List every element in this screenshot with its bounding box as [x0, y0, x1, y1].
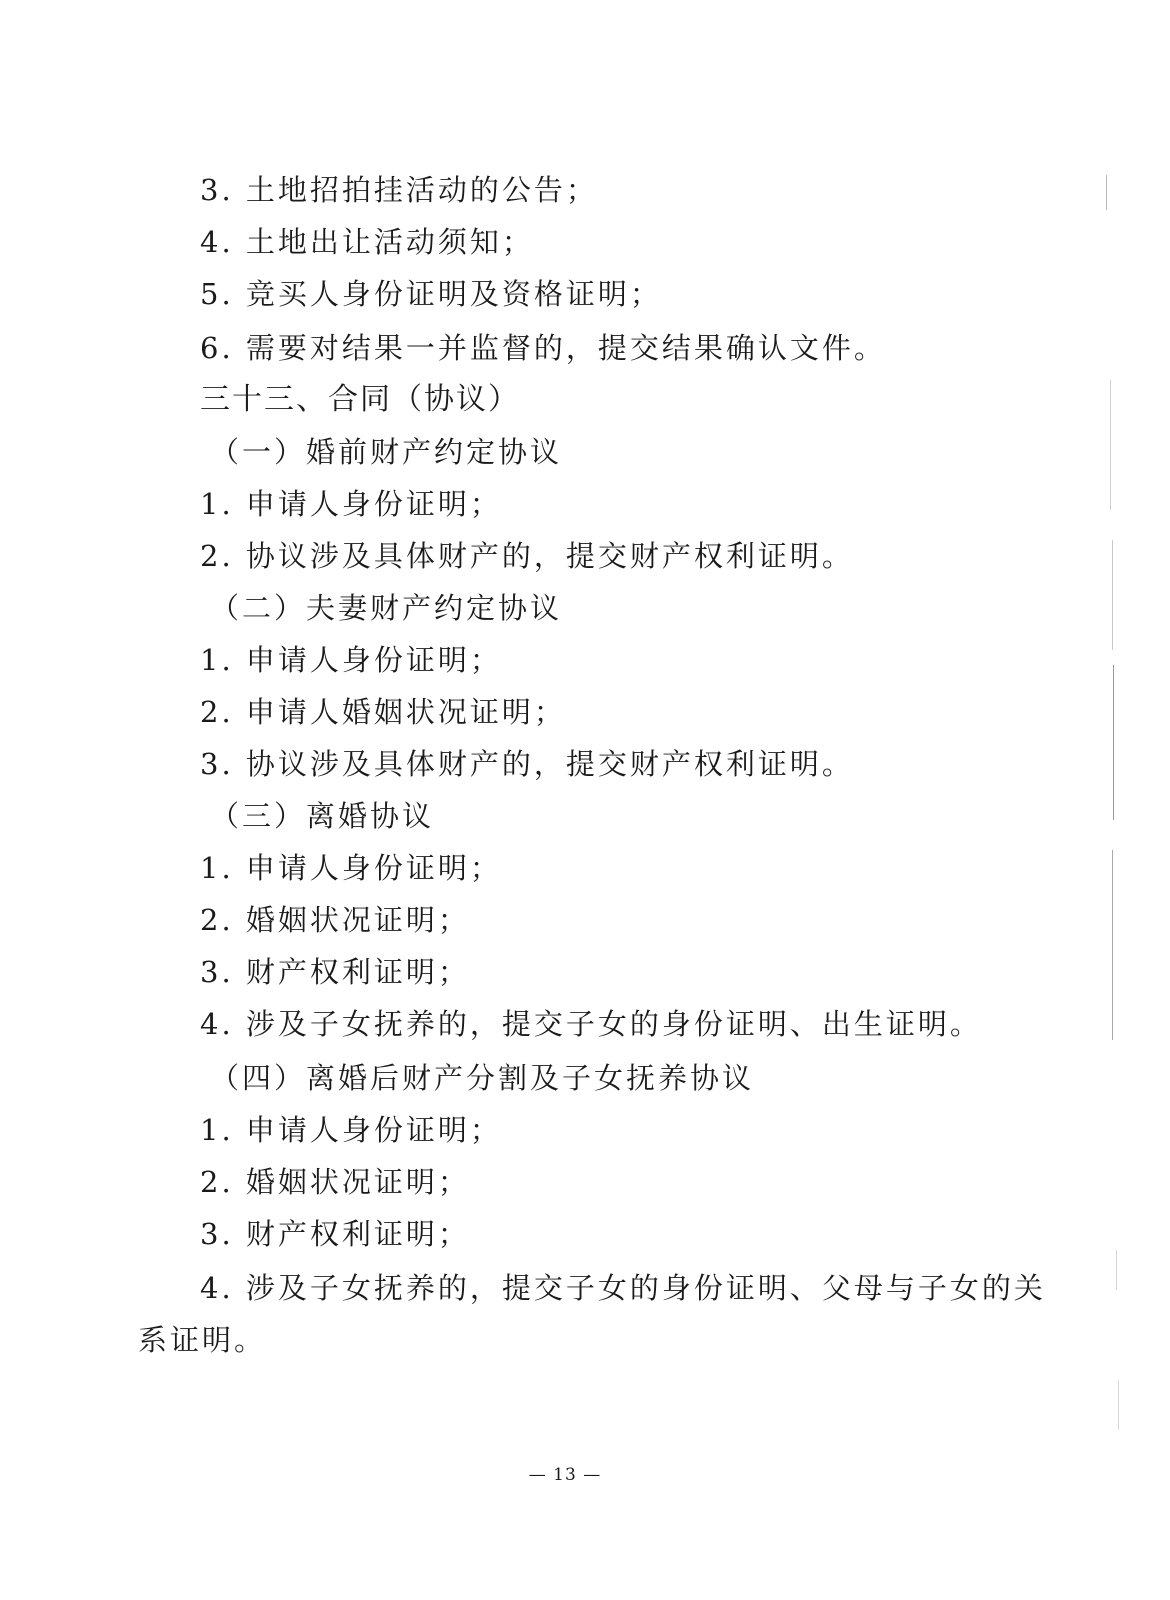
list-item: 2. 婚姻状况证明； — [200, 1165, 470, 1199]
scan-artifact — [1113, 665, 1114, 820]
list-item: 3. 土地招拍挂活动的公告； — [200, 173, 598, 207]
list-item-continuation: 系证明。 — [138, 1323, 267, 1357]
subsection-heading: （二）夫妻财产约定协议 — [210, 591, 563, 625]
list-item: 1. 申请人身份证明； — [200, 643, 502, 677]
scan-artifact — [1118, 1380, 1119, 1430]
list-item: 1. 申请人身份证明； — [200, 1113, 502, 1147]
scan-artifact — [1112, 540, 1113, 650]
subsection-heading: （三）离婚协议 — [210, 799, 435, 833]
list-item: 2. 申请人婚姻状况证明； — [200, 695, 566, 729]
list-item: 5. 竞买人身份证明及资格证明； — [200, 277, 662, 311]
list-item: 3. 协议涉及具体财产的，提交财产权利证明。 — [200, 747, 854, 781]
scan-artifact — [1110, 380, 1111, 510]
list-item: 2. 协议涉及具体财产的，提交财产权利证明。 — [200, 539, 854, 573]
list-item: 4. 土地出让活动须知； — [200, 225, 534, 259]
list-item: 4. 涉及子女抚养的，提交子女的身份证明、父母与子女的关 — [200, 1271, 1046, 1305]
scan-artifact — [1106, 175, 1107, 210]
list-item: 4. 涉及子女抚养的，提交子女的身份证明、出生证明。 — [200, 1007, 982, 1041]
page-number: — 13 — — [528, 1465, 602, 1485]
scan-artifact — [1112, 850, 1113, 1040]
scan-artifact — [1116, 1250, 1117, 1290]
list-item: 3. 财产权利证明； — [200, 955, 470, 989]
subsection-heading: （四）离婚后财产分割及子女抚养协议 — [210, 1061, 755, 1095]
subsection-heading: （一）婚前财产约定协议 — [210, 435, 563, 469]
list-item: 6. 需要对结果一并监督的，提交结果确认文件。 — [200, 331, 886, 365]
list-item: 1. 申请人身份证明； — [200, 487, 502, 521]
list-item: 1. 申请人身份证明； — [200, 851, 502, 885]
section-heading: 三十三、合同（协议） — [200, 382, 520, 417]
list-item: 2. 婚姻状况证明； — [200, 903, 470, 937]
list-item: 3. 财产权利证明； — [200, 1217, 470, 1251]
